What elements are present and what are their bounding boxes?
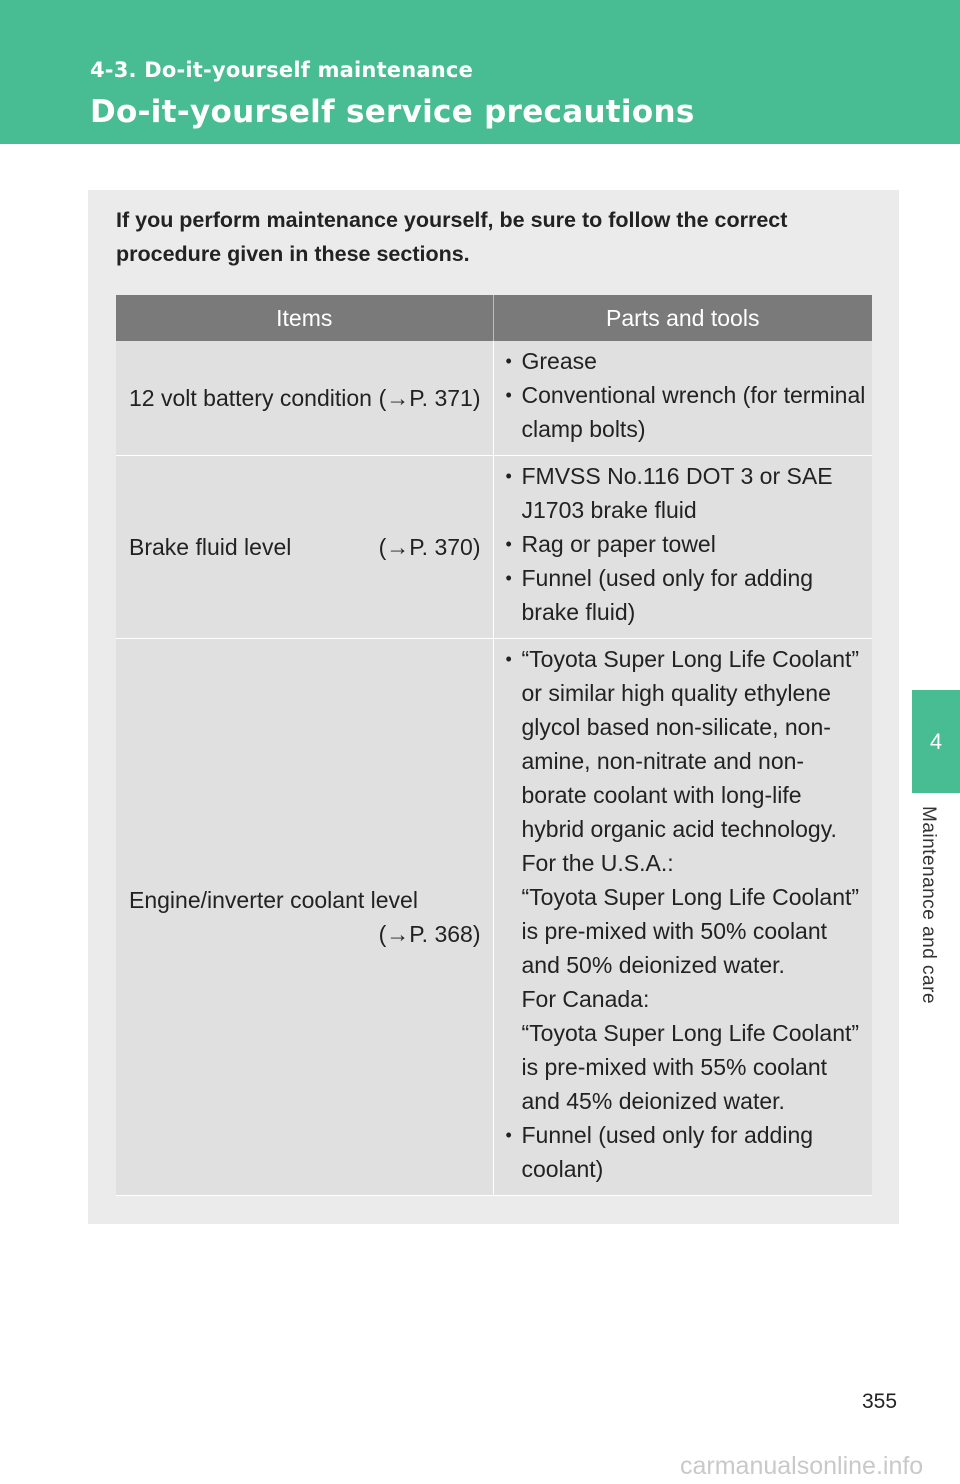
item-cell	[116, 456, 493, 639]
item-name: 12 volt battery condition	[129, 385, 372, 411]
item-name: Brake fluid level	[129, 534, 292, 560]
page-reference-link[interactable]: (→P. 370)	[378, 534, 481, 560]
table-header-row	[116, 295, 872, 341]
column-header-parts-tools: Parts and tools	[493, 295, 872, 341]
tool-item: • Conventional wrench (for terminal clamp bolts)	[506, 378, 867, 446]
chapter-number: 4	[929, 728, 943, 754]
tools-list	[506, 459, 867, 629]
tool-item-text: “Toyota Super Long Life Coolant” is pre-mixed with 55% coolant and 45% deionized water.	[521, 1020, 860, 1114]
page-reference-link[interactable]: (→P. 371)	[378, 385, 481, 411]
section-label: 4-3. Do-it-yourself maintenance	[90, 58, 474, 82]
tools-cell	[493, 341, 872, 456]
tools-list	[506, 642, 867, 1186]
tool-item: • Grease	[506, 344, 867, 378]
item-name: Engine/inverter coolant level	[129, 887, 418, 913]
tool-item-text: “Toyota Super Long Life Coolant” is pre-mixed with 50% coolant and 50% deionized water.	[521, 884, 860, 978]
chapter-tab[interactable]	[912, 690, 960, 793]
tool-item: • Rag or paper towel	[506, 527, 867, 561]
region-note-canada: For Canada:	[521, 986, 650, 1012]
column-header-items: Items	[116, 295, 493, 341]
item-cell	[116, 639, 493, 1196]
page-title: Do-it-yourself service precautions	[90, 94, 695, 130]
table-row	[116, 639, 872, 1196]
watermark: carmanualsonline.info	[680, 1452, 924, 1480]
tool-item	[506, 642, 867, 1118]
tool-item-text: “Toyota Super Long Life Coolant” or similar high quality ethylene glycol based non-silicate, non-amine, non-nitrate and non-borate coolant with long-life hybrid organic acid technology.	[521, 646, 860, 842]
table-row	[116, 456, 872, 639]
precautions-table	[116, 295, 872, 1196]
tools-list	[506, 344, 867, 446]
tools-cell	[493, 456, 872, 639]
chapter-label: Maintenance and care	[918, 806, 939, 1005]
table-row	[116, 341, 872, 456]
tool-item: • Funnel (used only for adding coolant)	[506, 1118, 867, 1186]
page-reference-link[interactable]: (→P. 368)	[378, 921, 481, 947]
item-cell	[116, 341, 493, 456]
region-note-usa: For the U.S.A.:	[521, 850, 674, 876]
tools-cell	[493, 639, 872, 1196]
tool-item: • FMVSS No.116 DOT 3 or SAE J1703 brake fluid	[506, 459, 867, 527]
page-number: 355	[862, 1390, 898, 1413]
tool-item: • Funnel (used only for adding brake fluid)	[506, 561, 867, 629]
intro-text: If you perform maintenance yourself, be sure to follow the correct procedure given in these sections.	[116, 208, 788, 266]
